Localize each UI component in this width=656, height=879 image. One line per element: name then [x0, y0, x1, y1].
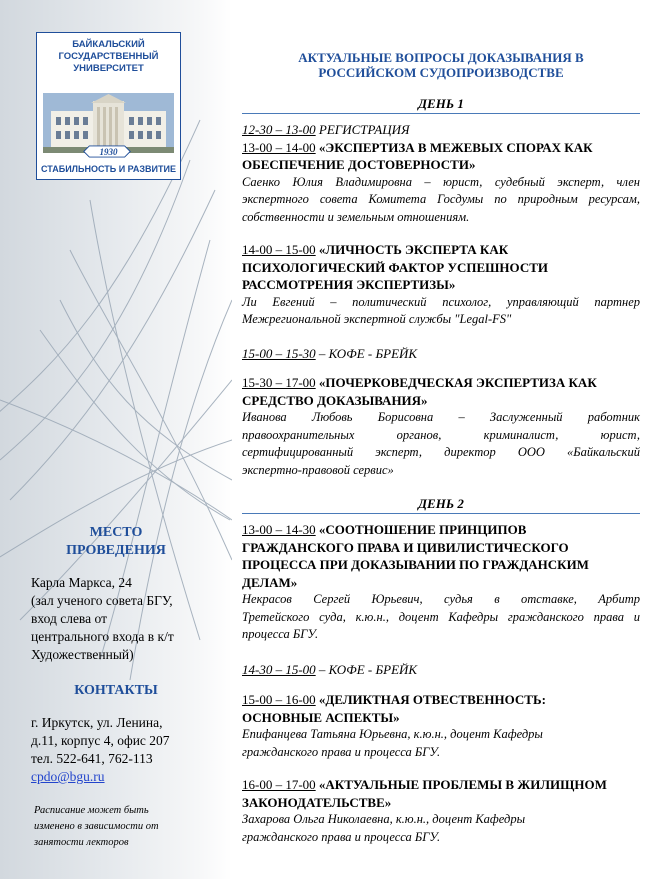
note-line: изменено в зависимости от [34, 821, 159, 832]
note-line: занятости лекторов [34, 837, 129, 848]
title-line-1: АКТУАЛЬНЫЕ ВОПРОСЫ ДОКАЗЫВАНИЯ В [298, 50, 584, 65]
contacts-block [31, 714, 170, 786]
session-time: 16-00 – 17-00 [242, 777, 316, 792]
session-title: «ЭКСПЕРТИЗА В МЕЖЕВЫХ СПОРАХ КАК [318, 139, 593, 155]
speaker-line: сертифицированный эксперт, директор ООО «Байкальский [242, 445, 640, 459]
session-title: «ЛИЧНОСТЬ ЭКСПЕРТА КАК [318, 242, 509, 257]
venue-line: (зал ученого совета БГУ, [31, 593, 173, 608]
session-coffee-2 [242, 661, 640, 679]
session-title: ОСНОВНЫЕ АСПЕКТЫ» [242, 709, 400, 725]
session-label: РЕГИСТРАЦИЯ [318, 122, 410, 137]
venue-line: вход слева от [31, 611, 107, 626]
title-line-2: РОССИЙСКОМ СУДОПРОИЗВОДСТВЕ [318, 65, 564, 80]
session-title: РАССМОТРЕНИЯ ЭКСПЕРТИЗЫ» [242, 277, 456, 292]
session-title: ПСИХОЛОГИЧЕСКИЙ ФАКТОР УСПЕШНОСТИ [242, 259, 548, 275]
speaker-line: экспертно-правовой сервис» [242, 462, 394, 477]
logo-line-2: ГОСУДАРСТВЕННЫЙ [58, 51, 159, 62]
speaker-line: процесса БГУ. [242, 627, 319, 641]
session-title: «ДЕЛИКТНАЯ ОТВЕСТВЕННОСТЬ: [318, 692, 546, 707]
session-title: «ПОЧЕРКОВЕДЧЕСКАЯ ЭКСПЕРТИЗА КАК [318, 375, 597, 390]
page-title [242, 50, 640, 80]
session-title: ГРАЖДАНСКОГО ПРАВА И ЦИВИЛИСТИЧЕСКОГО [242, 539, 569, 555]
contact-line: тел. 522-641, 762-113 [31, 751, 153, 766]
contact-line: д.11, корпус 4, офис 207 [31, 733, 170, 748]
speaker-line: Иванова Любовь Борисовна – Заслуженный работник [242, 410, 640, 424]
speaker-line: Захарова Ольга Николаевна, к.ю.н., доцент Кафедры [242, 812, 526, 826]
venue-heading-line-1: МЕСТО [89, 525, 143, 540]
session-expert-personality [242, 241, 640, 329]
speaker-line: Епифанцева Татьяна Юрьевна, к.ю.н., доцент Кафедры [242, 727, 543, 741]
venue-line: центрального входа в к/т [31, 629, 174, 644]
venue-heading-line-2: ПРОВЕДЕНИЯ [66, 543, 166, 558]
session-time: 15-30 – 17-00 [242, 375, 316, 390]
session-title: ОБЕСПЕЧЕНИЕ ДОСТОВЕРНОСТИ» [242, 157, 476, 172]
venue-address [31, 574, 174, 664]
session-coffee-1 [242, 345, 640, 363]
logo-line-3: УНИВЕРСИТЕТ [73, 63, 144, 74]
schedule-note [34, 803, 159, 851]
email-link[interactable]: cpdo@bgu.ru [31, 769, 105, 784]
speaker-line: гражданского права и процесса БГУ. [242, 744, 441, 759]
venue-heading [0, 524, 232, 560]
session-title: ДЕЛАМ» [242, 574, 298, 590]
sidebar [0, 0, 232, 879]
session-time: 14-00 – 15-00 [242, 242, 316, 257]
day-1-heading: ДЕНЬ 1 [242, 96, 640, 114]
contact-line: г. Иркутск, ул. Ленина, [31, 715, 163, 730]
session-title: ПРОЦЕССА ПРИ ДОКАЗЫВАНИИ ПО ГРАЖДАНСКИМ [242, 557, 589, 572]
university-logo [36, 32, 181, 180]
speaker-line: собственности и земельным отношениям. [242, 209, 470, 224]
venue-line: Карла Маркса, 24 [31, 575, 132, 590]
session-time: 13-00 – 14-00 [242, 139, 316, 155]
session-handwriting [242, 374, 640, 479]
speaker-line: Межрегиональной экспертной службы "Legal-FS" [242, 312, 512, 326]
session-time: 15-00 – 15-30 [242, 346, 316, 361]
venue-line: Художественный) [31, 647, 134, 662]
session-registration [242, 121, 640, 226]
session-civil-law [242, 521, 640, 644]
logo-motto: СТАБИЛЬНОСТЬ И РАЗВИТИЕ [41, 164, 176, 174]
session-title: ЗАКОНОДАТЕЛЬСТВЕ» [242, 794, 392, 810]
speaker-line: Саенко Юлия Владимировна – юрист, судебный эксперт, член [242, 174, 640, 189]
logo-year: 1930 [99, 147, 118, 157]
session-title: СРЕДСТВО ДОКАЗЫВАНИЯ» [242, 392, 428, 408]
speaker-line: Некрасов Сергей Юрьевич, судья в отставке, Арбитр [242, 592, 640, 606]
note-line: Расписание может быть [34, 805, 149, 816]
session-time: 15-00 – 16-00 [242, 692, 316, 707]
speaker-line: Третейского суда, к.ю.н., доцент Кафедры гражданского права и [242, 609, 640, 624]
logo-line-1: БАЙКАЛЬСКИЙ [72, 39, 145, 50]
session-title: «АКТУАЛЬНЫЕ ПРОБЛЕМЫ В ЖИЛИЩНОМ [318, 777, 607, 792]
session-time: 14-30 – 15-00 [242, 662, 316, 677]
session-time: 13-00 – 14-30 [242, 522, 316, 537]
session-title: «СООТНОШЕНИЕ ПРИНЦИПОВ [318, 522, 527, 537]
session-tort [242, 691, 640, 761]
speaker-line: гражданского права и процесса БГУ. [242, 829, 441, 844]
session-housing [242, 776, 640, 846]
session-time: 12-30 – 13-00 [242, 122, 316, 137]
day-2-heading: ДЕНЬ 2 [242, 496, 640, 514]
contacts-heading: КОНТАКТЫ [74, 683, 158, 698]
speaker-line: экспертного совета Комитета Госдумы по природным ресурсам, [242, 192, 640, 206]
speaker-line: Ли Евгений – политический психолог, управляющий партнер [242, 294, 640, 309]
session-label: – КОФЕ - БРЕЙК [318, 662, 418, 677]
building-image [43, 93, 174, 153]
session-label: – КОФЕ - БРЕЙК [318, 346, 418, 361]
speaker-line: правоохранительных органов, криминалист, юрист, [242, 427, 640, 442]
